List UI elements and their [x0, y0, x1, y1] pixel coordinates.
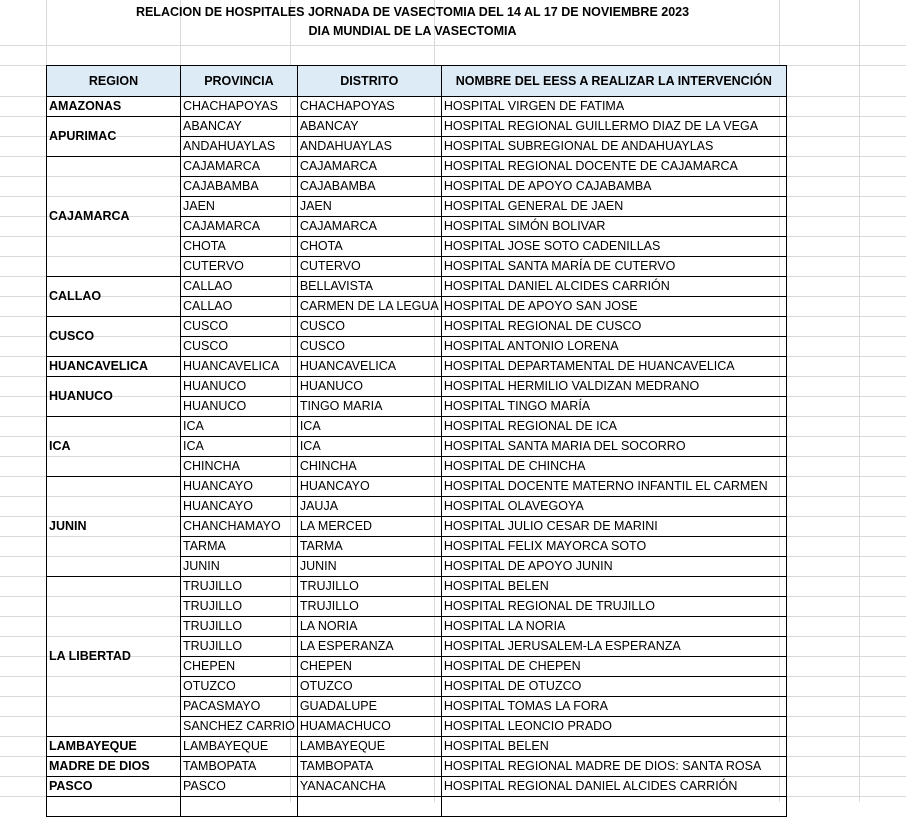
region-cell[interactable]: LAMBAYEQUE: [47, 737, 181, 757]
hospital-name-cell[interactable]: HOSPITAL DE CHEPEN: [441, 657, 786, 677]
distrito-cell[interactable]: JAEN: [297, 197, 441, 217]
hospital-name-cell[interactable]: HOSPITAL BELEN: [441, 737, 786, 757]
empty-cell[interactable]: [181, 797, 298, 817]
provincia-cell[interactable]: PASCO: [181, 777, 298, 797]
distrito-cell[interactable]: TINGO MARIA: [297, 397, 441, 417]
distrito-cell[interactable]: CAJAMARCA: [297, 217, 441, 237]
table-row: [47, 377, 787, 397]
hospital-name-cell[interactable]: HOSPITAL DE CHINCHA: [441, 457, 786, 477]
distrito-cell[interactable]: LA ESPERANZA: [297, 637, 441, 657]
hospital-name-cell[interactable]: HOSPITAL DE APOYO CAJABAMBA: [441, 177, 786, 197]
hospital-name-cell[interactable]: HOSPITAL VIRGEN DE FATIMA: [441, 97, 786, 117]
provincia-cell[interactable]: TARMA: [181, 537, 298, 557]
provincia-cell[interactable]: ANDAHUAYLAS: [181, 137, 298, 157]
distrito-cell[interactable]: TAMBOPATA: [297, 757, 441, 777]
hospital-name-cell[interactable]: HOSPITAL DE APOYO JUNIN: [441, 557, 786, 577]
empty-cell[interactable]: [47, 797, 181, 817]
region-cell[interactable]: HUANCAVELICA: [47, 357, 181, 377]
hospital-name-cell[interactable]: HOSPITAL JOSE SOTO CADENILLAS: [441, 237, 786, 257]
hospital-name-cell[interactable]: HOSPITAL DANIEL ALCIDES CARRIÓN: [441, 277, 786, 297]
header-eess[interactable]: NOMBRE DEL EESS A REALIZAR LA INTERVENCIÓN: [441, 66, 786, 97]
hospital-name-cell[interactable]: HOSPITAL TINGO MARÍA: [441, 397, 786, 417]
provincia-cell[interactable]: CAJAMARCA: [181, 217, 298, 237]
table-row: [47, 97, 787, 117]
distrito-cell[interactable]: CHACHAPOYAS: [297, 97, 441, 117]
distrito-cell[interactable]: CARMEN DE LA LEGUA: [297, 297, 441, 317]
distrito-cell[interactable]: HUAMACHUCO: [297, 717, 441, 737]
distrito-cell[interactable]: CUSCO: [297, 317, 441, 337]
provincia-cell[interactable]: LAMBAYEQUE: [181, 737, 298, 757]
provincia-cell[interactable]: HUANCAVELICA: [181, 357, 298, 377]
hospital-name-cell[interactable]: HOSPITAL JULIO CESAR DE MARINI: [441, 517, 786, 537]
provincia-cell[interactable]: HUANCAYO: [181, 497, 298, 517]
region-cell[interactable]: CAJAMARCA: [47, 157, 181, 277]
distrito-cell[interactable]: JAUJA: [297, 497, 441, 517]
empty-cell[interactable]: [441, 797, 786, 817]
distrito-cell[interactable]: YANACANCHA: [297, 777, 441, 797]
distrito-cell[interactable]: OTUZCO: [297, 677, 441, 697]
table-row: [47, 737, 787, 757]
header-region[interactable]: REGION: [47, 66, 181, 97]
header-provincia[interactable]: PROVINCIA: [181, 66, 298, 97]
header-distrito[interactable]: DISTRITO: [297, 66, 441, 97]
table-row: [47, 577, 787, 597]
provincia-cell[interactable]: OTUZCO: [181, 677, 298, 697]
row-gridline: [0, 45, 906, 46]
provincia-cell[interactable]: TRUJILLO: [181, 597, 298, 617]
hospital-name-cell[interactable]: HOSPITAL JERUSALEM-LA ESPERANZA: [441, 637, 786, 657]
distrito-cell[interactable]: ABANCAY: [297, 117, 441, 137]
provincia-cell[interactable]: CHEPEN: [181, 657, 298, 677]
distrito-cell[interactable]: ICA: [297, 437, 441, 457]
provincia-cell[interactable]: CALLAO: [181, 277, 298, 297]
region-cell[interactable]: ICA: [47, 417, 181, 477]
provincia-cell[interactable]: TRUJILLO: [181, 637, 298, 657]
region-cell[interactable]: MADRE DE DIOS: [47, 757, 181, 777]
hospital-name-cell[interactable]: HOSPITAL SIMÓN BOLIVAR: [441, 217, 786, 237]
provincia-cell[interactable]: PACASMAYO: [181, 697, 298, 717]
hospital-name-cell[interactable]: HOSPITAL REGIONAL DE CUSCO: [441, 317, 786, 337]
distrito-cell[interactable]: CHOTA: [297, 237, 441, 257]
hospital-name-cell[interactable]: HOSPITAL REGIONAL MADRE DE DIOS: SANTA ROSA: [441, 757, 786, 777]
distrito-cell[interactable]: LA MERCED: [297, 517, 441, 537]
distrito-cell[interactable]: JUNIN: [297, 557, 441, 577]
table-row: [47, 277, 787, 297]
distrito-cell[interactable]: LAMBAYEQUE: [297, 737, 441, 757]
distrito-cell[interactable]: CUTERVO: [297, 257, 441, 277]
table-row: [47, 117, 787, 137]
distrito-cell[interactable]: ICA: [297, 417, 441, 437]
empty-cell[interactable]: [297, 797, 441, 817]
table-header-row: [47, 66, 787, 97]
provincia-cell[interactable]: ABANCAY: [181, 117, 298, 137]
hospital-name-cell[interactable]: HOSPITAL REGIONAL DE ICA: [441, 417, 786, 437]
distrito-cell[interactable]: ANDAHUAYLAS: [297, 137, 441, 157]
hospital-name-cell[interactable]: HOSPITAL DE APOYO SAN JOSE: [441, 297, 786, 317]
provincia-cell[interactable]: CUSCO: [181, 337, 298, 357]
hospital-name-cell[interactable]: HOSPITAL TOMAS LA FORA: [441, 697, 786, 717]
region-cell[interactable]: HUANUCO: [47, 377, 181, 417]
distrito-cell[interactable]: CAJAMARCA: [297, 157, 441, 177]
provincia-cell[interactable]: TRUJILLO: [181, 617, 298, 637]
hospital-name-cell[interactable]: HOSPITAL BELEN: [441, 577, 786, 597]
provincia-cell[interactable]: TAMBOPATA: [181, 757, 298, 777]
distrito-cell[interactable]: HUANCAYO: [297, 477, 441, 497]
hospital-name-cell[interactable]: HOSPITAL REGIONAL DE TRUJILLO: [441, 597, 786, 617]
hospital-name-cell[interactable]: HOSPITAL DEPARTAMENTAL DE HUANCAVELICA: [441, 357, 786, 377]
provincia-cell[interactable]: CUSCO: [181, 317, 298, 337]
distrito-cell[interactable]: CHEPEN: [297, 657, 441, 677]
hospital-name-cell[interactable]: HOSPITAL REGIONAL GUILLERMO DIAZ DE LA VEGA: [441, 117, 786, 137]
distrito-cell[interactable]: TRUJILLO: [297, 597, 441, 617]
table-row: [47, 357, 787, 377]
provincia-cell[interactable]: CHACHAPOYAS: [181, 97, 298, 117]
table-row: [47, 317, 787, 337]
hospital-name-cell[interactable]: HOSPITAL SANTA MARÍA DE CUTERVO: [441, 257, 786, 277]
distrito-cell[interactable]: LA NORIA: [297, 617, 441, 637]
provincia-cell[interactable]: ICA: [181, 417, 298, 437]
region-cell[interactable]: AMAZONAS: [47, 97, 181, 117]
provincia-cell[interactable]: CHOTA: [181, 237, 298, 257]
hospital-name-cell[interactable]: HOSPITAL LA NORIA: [441, 617, 786, 637]
table-row: [47, 417, 787, 437]
sheet-subtitle: DIA MUNDIAL DE LA VASECTOMIA: [308, 24, 517, 38]
provincia-cell[interactable]: CALLAO: [181, 297, 298, 317]
provincia-cell[interactable]: HUANUCO: [181, 377, 298, 397]
distrito-cell[interactable]: HUANUCO: [297, 377, 441, 397]
column-gridline: [859, 0, 860, 802]
table-row: [47, 157, 787, 177]
distrito-cell[interactable]: GUADALUPE: [297, 697, 441, 717]
distrito-cell[interactable]: CUSCO: [297, 337, 441, 357]
provincia-cell[interactable]: JAEN: [181, 197, 298, 217]
provincia-cell[interactable]: CUTERVO: [181, 257, 298, 277]
provincia-cell[interactable]: HUANCAYO: [181, 477, 298, 497]
hospital-name-cell[interactable]: HOSPITAL ANTONIO LORENA: [441, 337, 786, 357]
hospital-name-cell[interactable]: HOSPITAL OLAVEGOYA: [441, 497, 786, 517]
distrito-cell[interactable]: BELLAVISTA: [297, 277, 441, 297]
region-cell[interactable]: JUNIN: [47, 477, 181, 577]
region-cell[interactable]: CALLAO: [47, 277, 181, 317]
hospital-name-cell[interactable]: HOSPITAL REGIONAL DANIEL ALCIDES CARRIÓN: [441, 777, 786, 797]
region-cell[interactable]: LA LIBERTAD: [47, 577, 181, 737]
distrito-cell[interactable]: CHINCHA: [297, 457, 441, 477]
distrito-cell[interactable]: HUANCAVELICA: [297, 357, 441, 377]
hospital-name-cell[interactable]: HOSPITAL SANTA MARIA DEL SOCORRO: [441, 437, 786, 457]
provincia-cell[interactable]: JUNIN: [181, 557, 298, 577]
hospital-name-cell[interactable]: HOSPITAL HERMILIO VALDIZAN MEDRANO: [441, 377, 786, 397]
provincia-cell[interactable]: HUANUCO: [181, 397, 298, 417]
distrito-cell[interactable]: CAJABAMBA: [297, 177, 441, 197]
hospital-name-cell[interactable]: HOSPITAL FELIX MAYORCA SOTO: [441, 537, 786, 557]
distrito-cell[interactable]: TRUJILLO: [297, 577, 441, 597]
provincia-cell[interactable]: ICA: [181, 437, 298, 457]
provincia-cell[interactable]: CAJABAMBA: [181, 177, 298, 197]
provincia-cell[interactable]: CHANCHAMAYO: [181, 517, 298, 537]
region-cell[interactable]: APURIMAC: [47, 117, 181, 157]
table-row-empty: [47, 797, 787, 817]
hospital-name-cell[interactable]: HOSPITAL SUBREGIONAL DE ANDAHUAYLAS: [441, 137, 786, 157]
table-row: [47, 757, 787, 777]
hospital-name-cell[interactable]: HOSPITAL GENERAL DE JAEN: [441, 197, 786, 217]
hospital-name-cell[interactable]: HOSPITAL REGIONAL DOCENTE DE CAJAMARCA: [441, 157, 786, 177]
provincia-cell[interactable]: CAJAMARCA: [181, 157, 298, 177]
provincia-cell[interactable]: SANCHEZ CARRIO: [181, 717, 298, 737]
hospitals-table: [46, 65, 787, 817]
sheet-title: RELACION DE HOSPITALES JORNADA DE VASECTOMIA DEL 14 AL 17 DE NOVIEMBRE 2023: [135, 5, 690, 19]
hospital-name-cell[interactable]: HOSPITAL DOCENTE MATERNO INFANTIL EL CARMEN: [441, 477, 786, 497]
distrito-cell[interactable]: TARMA: [297, 537, 441, 557]
provincia-cell[interactable]: TRUJILLO: [181, 577, 298, 597]
hospital-name-cell[interactable]: HOSPITAL LEONCIO PRADO: [441, 717, 786, 737]
region-cell[interactable]: CUSCO: [47, 317, 181, 357]
region-cell[interactable]: PASCO: [47, 777, 181, 797]
hospital-name-cell[interactable]: HOSPITAL DE OTUZCO: [441, 677, 786, 697]
table-row: [47, 477, 787, 497]
table-row: [47, 777, 787, 797]
provincia-cell[interactable]: CHINCHA: [181, 457, 298, 477]
